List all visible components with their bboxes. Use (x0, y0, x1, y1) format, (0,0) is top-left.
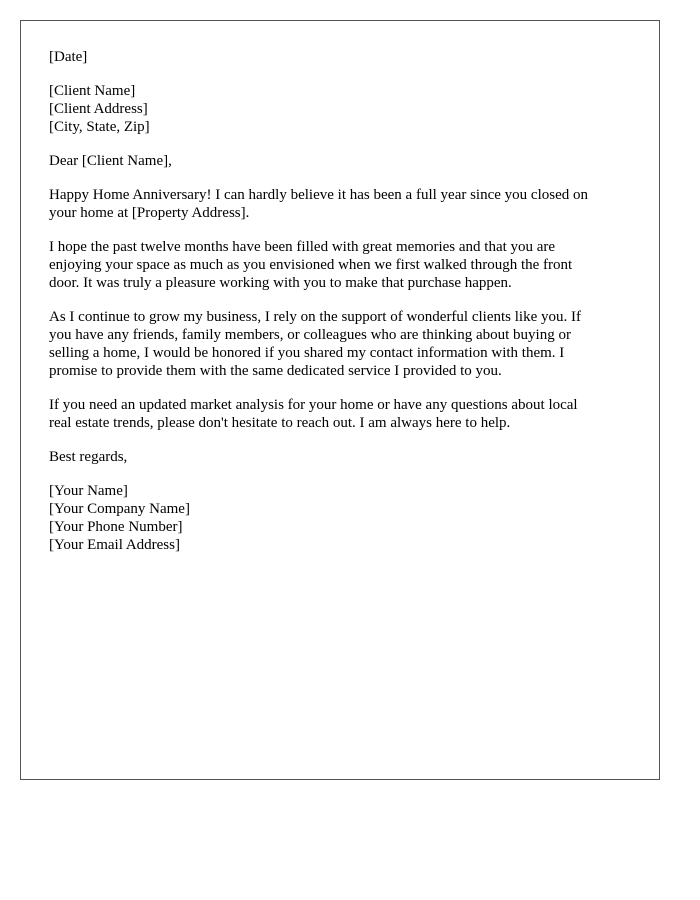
sender-email: [Your Email Address] (49, 537, 180, 553)
text-line: your home at [Property Address]. (49, 205, 250, 221)
letter-page (20, 20, 660, 780)
closing-line: Best regards, (49, 449, 128, 465)
recipient-address (49, 82, 659, 136)
signature-block (49, 482, 659, 554)
recipient-name: [Client Name] (49, 83, 136, 99)
text-line: you have any friends, family members, or colleagues who are thinking about buying or (49, 327, 571, 343)
salutation-line: Dear [Client Name], (49, 153, 172, 169)
date-line: [Date] (49, 49, 88, 65)
sender-phone: [Your Phone Number] (49, 519, 183, 535)
sender-company: [Your Company Name] (49, 501, 190, 517)
text-line: enjoying your space as much as you envisioned when we first walked through the front (49, 257, 573, 273)
text-line: Happy Home Anniversary! I can hardly believe it has been a full year since you closed on (49, 187, 588, 203)
salutation (49, 152, 659, 170)
sender-name: [Your Name] (49, 483, 128, 499)
body-paragraph-1 (49, 186, 659, 222)
text-line: promise to provide them with the same dedicated service I provided to you. (49, 363, 502, 379)
body-paragraph-2 (49, 238, 659, 292)
text-line: real estate trends, please don't hesitate to reach out. I am always here to help. (49, 415, 511, 431)
date (49, 48, 659, 66)
body-paragraph-4 (49, 396, 659, 432)
closing (49, 448, 659, 466)
body-paragraph-3 (49, 308, 659, 380)
recipient-address-line: [Client Address] (49, 101, 148, 117)
text-line: I hope the past twelve months have been filled with great memories and that you are (49, 239, 556, 255)
text-line: door. It was truly a pleasure working with you to make that purchase happen. (49, 275, 512, 291)
text-line: As I continue to grow my business, I rely on the support of wonderful clients like you. If (49, 309, 581, 325)
text-line: selling a home, I would be honored if you shared my contact information with them. I (49, 345, 565, 361)
text-line: If you need an updated market analysis for your home or have any questions about local (49, 397, 578, 413)
recipient-city-line: [City, State, Zip] (49, 119, 150, 135)
